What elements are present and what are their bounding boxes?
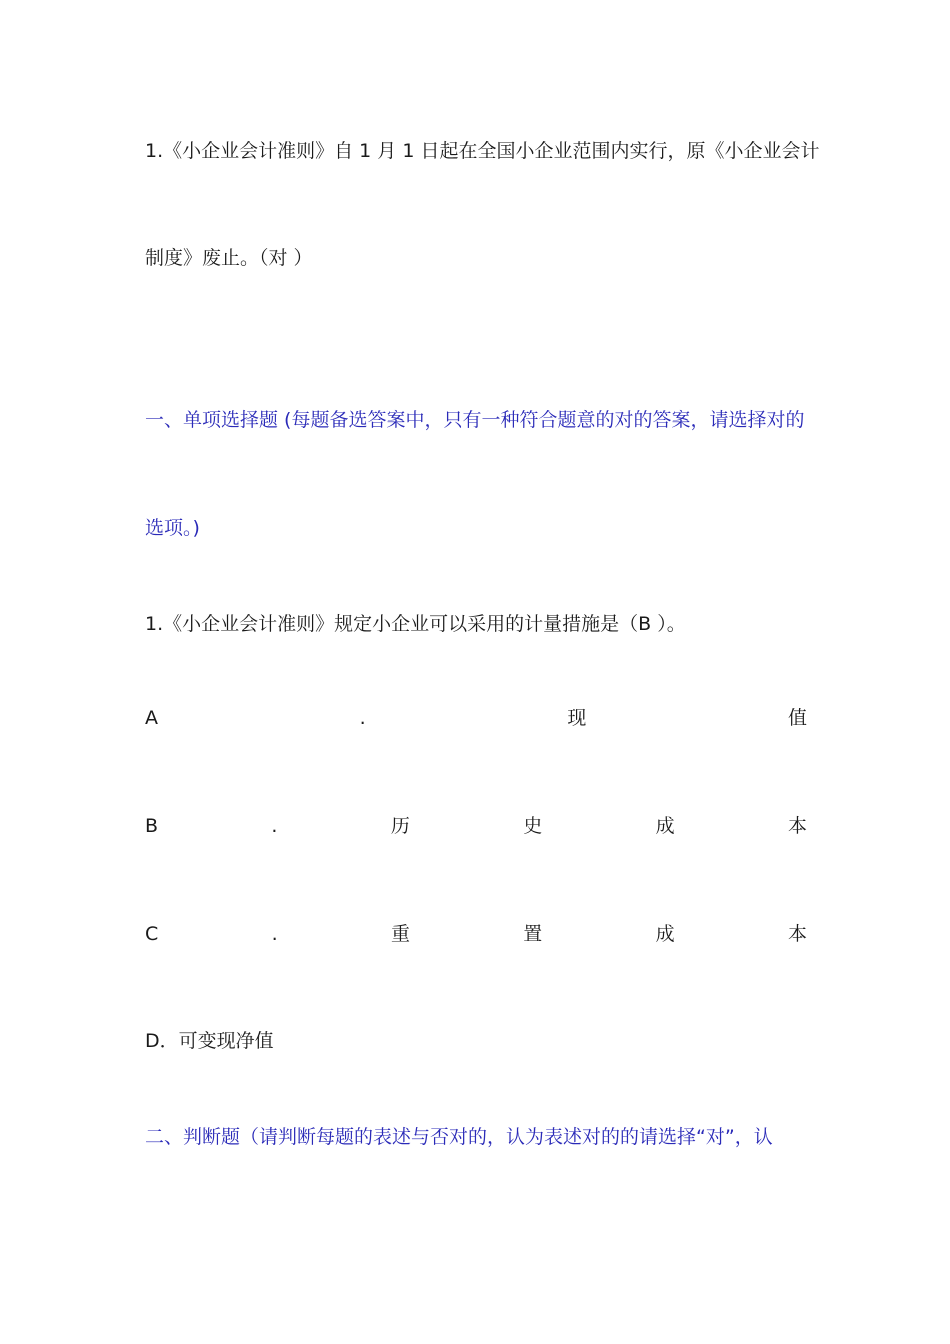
option-a-part: 现 [567, 707, 587, 729]
option-c-part: . [271, 923, 278, 945]
option-a-part: A [145, 707, 158, 729]
option-c-part: C [145, 923, 159, 945]
option-b-part: B [145, 815, 159, 837]
option-b-part: 史 [523, 815, 543, 837]
section1-heading-line-1: 一、单项选择题 (每题备选答案中，只有一种符合题意的对的答案，请选择对的 [145, 409, 805, 431]
section2-heading-line-1: 二、判断题（请判断每题的表述与否对的，认为表述对的的请选择“对”，认 [145, 1126, 773, 1148]
option-c [145, 919, 807, 949]
option-a-part: 值 [787, 707, 807, 729]
option-b-part: 成 [655, 815, 675, 837]
option-b-part: 本 [787, 815, 807, 837]
option-d: D．可变现净值 [145, 1030, 274, 1052]
option-c-part: 重 [390, 923, 410, 945]
option-a [145, 703, 807, 733]
intro-line-1: 1.《小企业会计准则》自 1 月 1 日起在全国小企业范围内实行，原《小企业会计 [145, 140, 820, 162]
option-c-part: 成 [655, 923, 675, 945]
option-a-part: . [359, 707, 366, 729]
option-b [145, 811, 807, 841]
option-b-part: 历 [390, 815, 410, 837]
intro-line-2: 制度》废止。（对 ） [145, 247, 313, 269]
option-c-part: 置 [523, 923, 543, 945]
option-b-part: . [271, 815, 278, 837]
option-c-part: 本 [787, 923, 807, 945]
question-1: 1.《小企业会计准则》规定小企业可以采用的计量措施是（B ）。 [145, 613, 686, 635]
section1-heading-line-2: 选项。) [145, 517, 200, 539]
